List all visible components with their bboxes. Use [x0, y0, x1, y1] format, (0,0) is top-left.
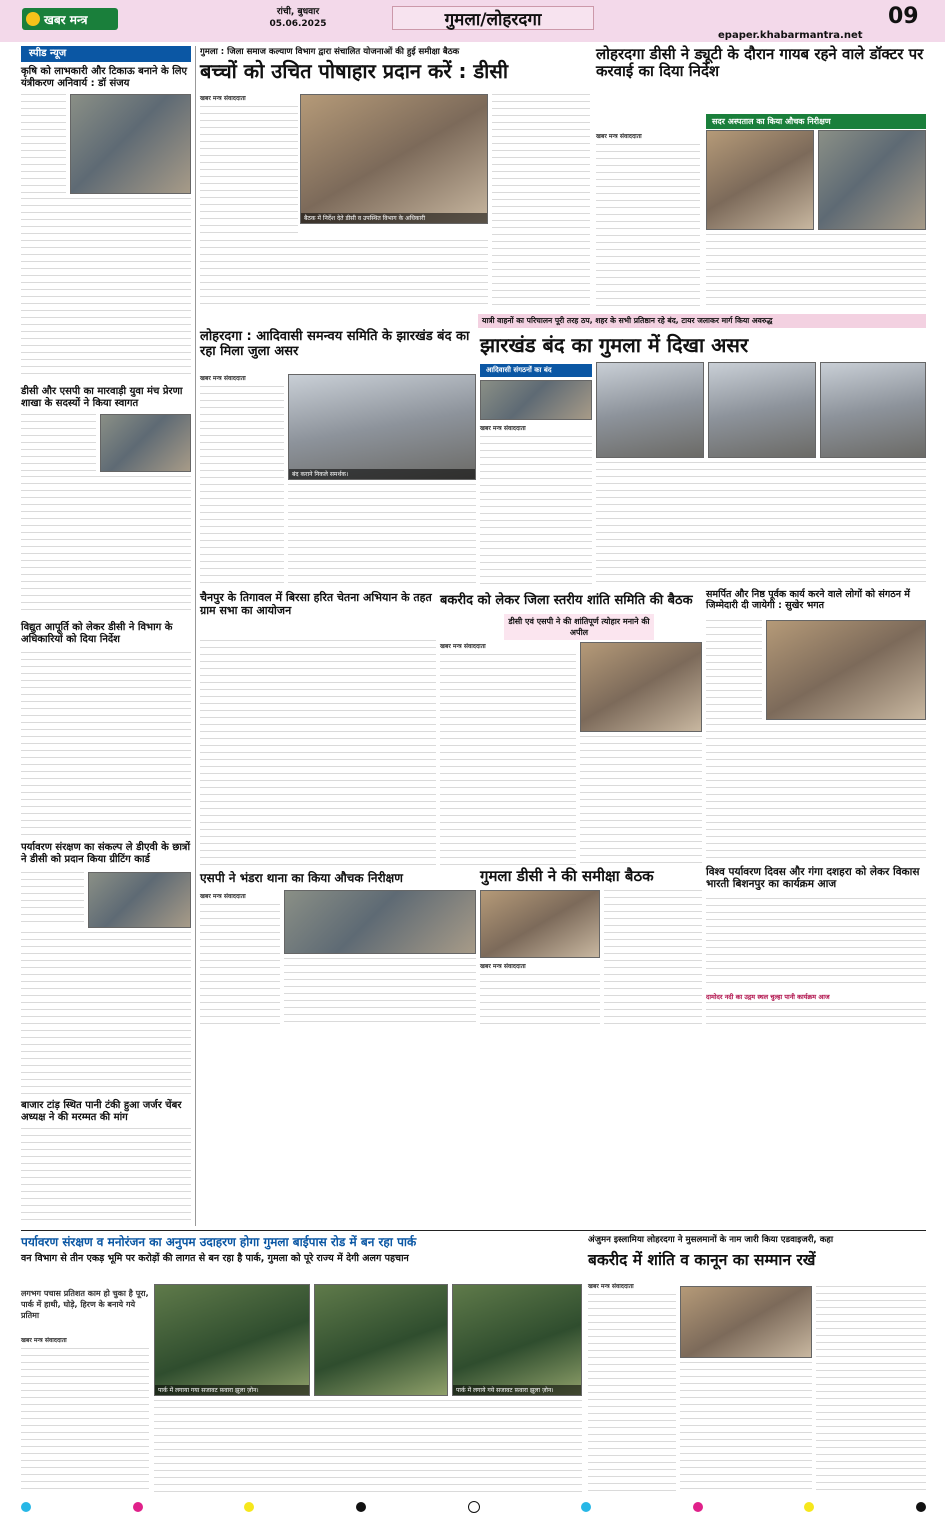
dc-review-photo	[480, 890, 600, 958]
bandh-gumla-body	[480, 436, 592, 586]
bakrid-peace-body-3	[816, 1286, 926, 1494]
park-photo-3	[452, 1284, 582, 1396]
bandh-gumla-headline: झारखंड बंद का गुमला में दिखा असर	[480, 333, 749, 357]
sp-bhandra-headline: एसपी ने भंडरा थाना का किया औचक निरीक्षण	[200, 871, 403, 885]
park-caption-1: पार्क में लगाया गया सजावट फ़वारा झूला ज़ोन।	[155, 1385, 309, 1395]
top-story-body-cols	[200, 240, 488, 306]
page-number: 09	[888, 4, 919, 29]
speed-news-body-2b	[21, 476, 191, 614]
env-day-body-2	[706, 1002, 926, 1026]
env-day-headline: विश्व पर्यावरण दिवस और गंगा दशहरा को लेकर विकास भारती बिशनपुर का कार्यक्रम आज	[706, 866, 920, 891]
bandh-gumla-photo-1	[596, 362, 704, 458]
speed-news-headline-5: बाजार टांड़ स्थित पानी टंकी हुआ जर्जर चेंबर अध्यक्ष ने की मरम्मत की मांग	[21, 1100, 182, 1123]
doctor-story-headline: लोहरदगा डीसी ने ड्यूटी के दौरान गायब रहने वाले डॉक्टर पर करवाई का दिया निर्देश	[596, 45, 924, 81]
env-day-body	[706, 898, 926, 988]
speed-news-photo-1	[70, 94, 191, 194]
park-photo-2	[314, 1284, 448, 1396]
doctor-story-tag: सदर अस्पताल का किया औचक निरीक्षण	[706, 114, 926, 129]
bandh-lohardaga-caption: बंद कराने निकले समर्थक।	[289, 469, 475, 479]
top-story-photo	[300, 94, 488, 224]
bakrid-meeting-byline: खबर मन्त्र संवाददाता	[440, 643, 486, 650]
speed-news-body-4b	[21, 932, 191, 1094]
samarpit-body-1	[706, 620, 762, 720]
doctor-story-body	[596, 144, 700, 310]
top-story-photo-caption: बैठक में निर्देश देते डीसी व उपस्थित विभाग के अधिकारी	[301, 213, 487, 223]
section-divider	[21, 1230, 926, 1231]
speed-news-label: स्पीड न्यूज	[21, 46, 191, 62]
top-story-body-col1	[200, 106, 298, 236]
dateline	[258, 6, 338, 30]
chainpur-headline: चैनपुर के तिगावल में बिरसा हरित चेतना अभियान के तहत ग्राम सभा का आयोजन	[200, 591, 432, 617]
doctor-story-byline: खबर मन्त्र संवाददाता	[596, 133, 642, 140]
bandh-lohardaga-body-2	[288, 484, 476, 586]
bandh-lohardaga-byline: खबर मन्त्र संवाददाता	[200, 375, 246, 382]
park-kicker: पर्यावरण संरक्षण व मनोरंजन का अनुपम उदाहरण होगा गुमला बाईपास रोड में बन रहा पार्क	[21, 1235, 417, 1249]
dc-review-body-1	[604, 890, 702, 1024]
bakrid-meeting-body-2	[580, 736, 702, 866]
bandh-gumla-photo-4	[480, 380, 592, 420]
doctor-story-photo-1	[706, 130, 814, 230]
samarpit-headline: समर्पित और निष्ठ पूर्वक कार्य करने वाले लोगों को संगठन में जिम्मेदारी दी जायेगी : सुखेर भगत	[706, 589, 910, 611]
city: रांची, बुधवार	[276, 7, 320, 17]
bakrid-meeting-photo	[580, 642, 702, 732]
date: 05.06.2025	[269, 19, 327, 29]
speed-news-body-5	[21, 1128, 191, 1226]
speed-news-body-1	[21, 94, 66, 194]
top-story-headline: बच्चों को उचित पोषाहार प्रदान करें : डीसी	[200, 59, 509, 83]
bakrid-peace-headline: बकरीद में शांति व कानून का सम्मान रखें	[588, 1251, 816, 1269]
speed-news-body-2	[21, 414, 96, 472]
bakrid-peace-photo	[680, 1286, 812, 1358]
bakrid-peace-byline: खबर मन्त्र संवाददाता	[588, 1283, 634, 1290]
speed-news-headline-1: कृषि को लाभकारी और टिकाऊ बनाने के लिए यंत्रीकरण अनिवार्य : डॉ संजय	[21, 66, 188, 89]
samarpit-body-2	[706, 724, 926, 860]
logo-text: खबर मन्त्र	[44, 12, 88, 27]
bandh-banner-strip: यात्री वाहनों का परिचालन पूरी तरह ठप, शहर के सभी प्रतिष्ठान रहे बंद, टायर जलाकर मार्ग किया अवरुद्ध	[478, 314, 926, 328]
bandh-gumla-tag: आदिवासी संगठनों का बंद	[480, 364, 592, 377]
samarpit-photo	[766, 620, 926, 720]
sp-bhandra-body-1	[200, 904, 280, 1024]
speed-news-headline-3: विद्युत आपूर्ति को लेकर डीसी ने विभाग के अधिकारियों को दिया निर्देश	[21, 622, 173, 645]
logo-icon	[26, 12, 40, 26]
bandh-gumla-photo-2	[708, 362, 816, 458]
left-column-divider	[195, 46, 196, 1226]
park-body-2	[154, 1400, 582, 1494]
bandh-lohardaga-photo	[288, 374, 476, 480]
bakrid-meeting-body	[440, 654, 576, 866]
sp-bhandra-photo	[284, 890, 476, 954]
park-headline: वन विभाग से तीन एकड़ भूमि पर करोड़ों की लागत से बन रहा है पार्क, गुमला को पूरे राज्य में देगी अलग पहचान	[21, 1253, 409, 1264]
speed-news-body-4	[21, 872, 84, 928]
top-story-kicker: गुमला : जिला समाज कल्याण विभाग द्वारा संचालित योजनाओं की हुई समीक्षा बैठक	[200, 47, 460, 57]
speed-news-headline-4: पर्यावरण संरक्षण का संकल्प ले डीएवी के छात्रों ने डीसी को प्रदान किया ग्रीटिंग कार्ड	[21, 842, 191, 865]
dc-review-body-2	[480, 974, 600, 1024]
logo	[22, 8, 118, 30]
speed-news-headline-2: डीसी और एसपी का मारवाड़ी युवा मंच प्रेरणा शाखा के सदस्यों ने किया स्वागत	[21, 386, 183, 409]
bakrid-meeting-headline: बकरीद को लेकर जिला स्तरीय शांति समिति की बैठक	[440, 593, 693, 608]
park-caption-2: पार्क में लगाये गये सजावट फ़वारा झूला ज़ोन।	[453, 1385, 581, 1395]
registration-mark-icon	[468, 1501, 480, 1513]
park-body-1	[21, 1348, 149, 1494]
speed-news-body-1b	[21, 198, 191, 374]
top-story-byline: खबर मन्त्र संवाददाता	[200, 95, 246, 102]
dc-review-headline: गुमला डीसी ने की समीक्षा बैठक	[480, 867, 654, 885]
top-story-body-right	[492, 94, 590, 306]
doctor-story-body-2	[706, 234, 926, 310]
chainpur-body	[200, 640, 436, 866]
bandh-lohardaga-body-1	[200, 386, 284, 586]
bakrid-peace-kicker: अंजुमन इस्लामिया लोहरदगा ने मुसलमानों के नाम जारी किया एडवाइजरी, कहा	[588, 1235, 834, 1245]
sp-bhandra-body-2	[284, 958, 476, 1024]
park-intro: लगभग पचास प्रतिशत काम हो चुका है पूरा, पार्क में हाथी, घोड़े, हिरण के बनाये गये प्रतिमा	[21, 1289, 149, 1320]
doctor-story-photo-2	[818, 130, 926, 230]
bandh-gumla-photo-3	[820, 362, 926, 458]
park-photo-1	[154, 1284, 310, 1396]
speed-news-body-3	[21, 652, 191, 836]
env-day-sub: दामोदर नदी का उद्गम स्थल चुल्हा पानी कार्यक्रम आज	[706, 993, 830, 1001]
park-byline: खबर मन्त्र संवाददाता	[21, 1337, 67, 1344]
section-title: गुमला/लोहरदगा	[392, 6, 594, 30]
bandh-gumla-byline: खबर मन्त्र संवाददाता	[480, 425, 526, 432]
bakrid-peace-body-2	[680, 1362, 812, 1494]
bakrid-peace-body-1	[588, 1294, 676, 1494]
speed-news-photo-4	[88, 872, 191, 928]
bandh-lohardaga-headline: लोहरदगा : आदिवासी समन्वय समिति के झारखंड बंद का रहा मिला जुला असर	[200, 329, 470, 359]
site-url[interactable]: epaper.khabarmantra.net	[718, 30, 863, 41]
speed-news-photo-2	[100, 414, 191, 472]
sp-bhandra-byline: खबर मन्त्र संवाददाता	[200, 893, 246, 900]
bakrid-meeting-sub: डीसी एवं एसपी ने की शांतिपूर्ण त्योहार मनाने की अपील	[504, 614, 654, 640]
print-color-bar	[21, 1502, 926, 1512]
dc-review-byline: खबर मन्त्र संवाददाता	[480, 963, 526, 970]
bandh-gumla-body-2	[596, 462, 926, 586]
